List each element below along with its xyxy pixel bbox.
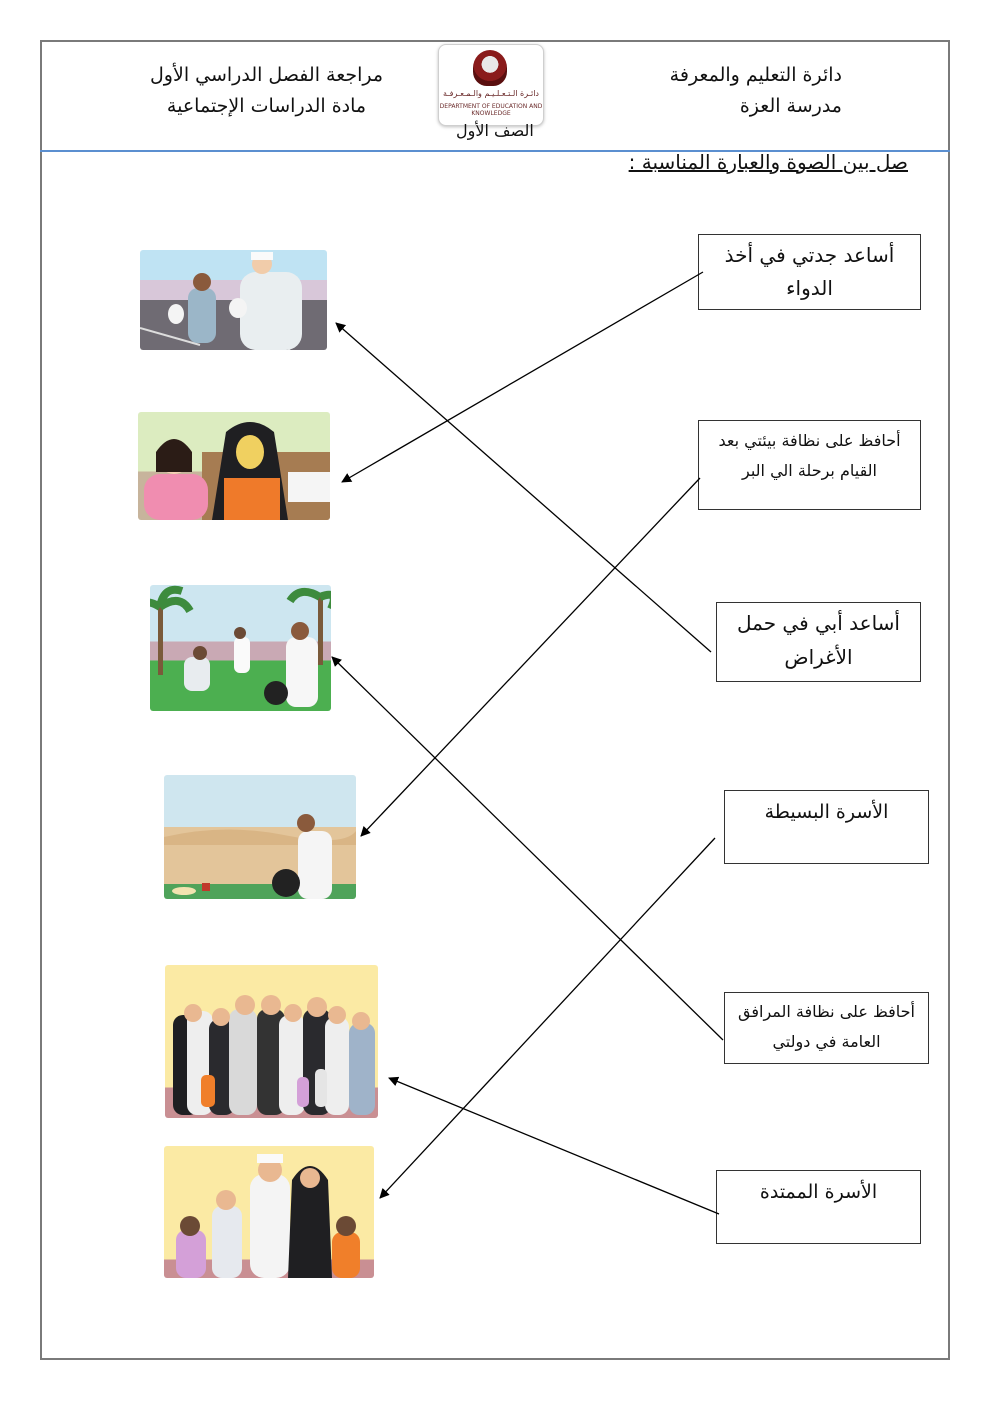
grade-label: الصف الأول	[456, 121, 534, 140]
statement-text-1: أساعد جدتي في أخذ الدواء	[724, 243, 895, 300]
instruction-text: صل بين الصوة والعبارة المناسبة :	[628, 150, 908, 174]
statement-text-4: الأسرة البسيطة	[764, 801, 889, 823]
statement-text-2: أحافظ على نظافة بيئتي بعد القيام برحلة الي البر	[718, 431, 901, 480]
statement-text-6: الأسرة الممتدة	[759, 1181, 878, 1203]
school-name: مدرسة العزة	[739, 95, 842, 117]
statement-text-5: أحافظ على نظافة المرافق العامة في دولتي	[738, 1002, 915, 1051]
match-line-5	[332, 657, 723, 1040]
statement-text-3: أساعد أبي في حمل الأغراض	[736, 611, 900, 669]
subject-name: مادة الدراسات الإجتماعية	[166, 95, 367, 117]
logo-arabic-text: دائـرة الـتـعـلـيـم والـمـعـرفـة	[443, 89, 539, 98]
match-line-3	[336, 323, 711, 652]
logo-english-text: DEPARTMENT OF EDUCATION AND KNOWLEDGE	[439, 103, 543, 117]
match-line-2	[361, 478, 700, 836]
review-title: مراجعة الفصل الدراسي الأول	[150, 64, 384, 86]
match-line-1	[342, 272, 703, 482]
organization-name: دائرة التعليم والمعرفة	[669, 64, 842, 86]
match-line-6	[389, 1078, 719, 1214]
